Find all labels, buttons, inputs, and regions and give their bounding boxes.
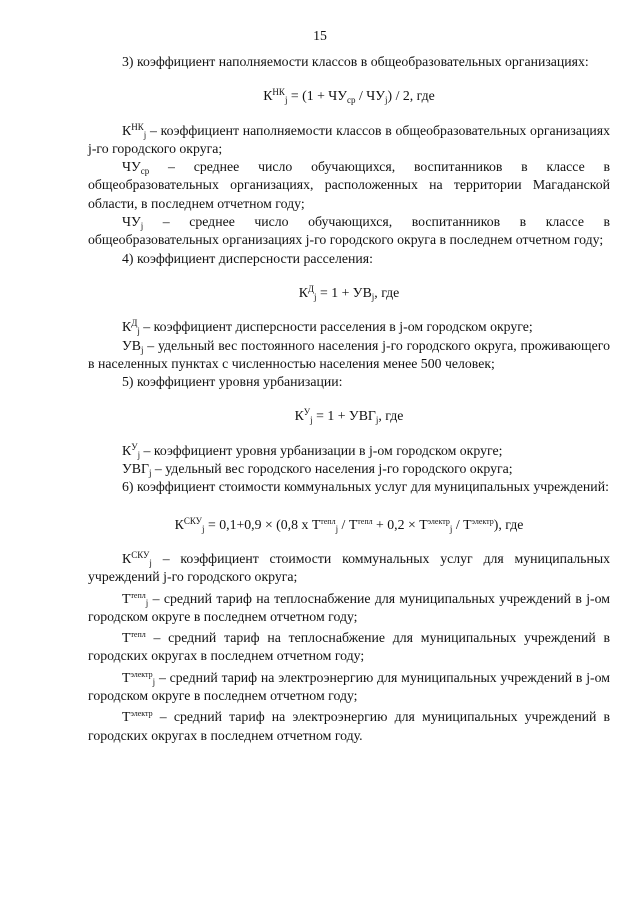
formula-ksku: $К^{СКУ}_j = 0,1+0,9 \times (0,8$ х $Т^{тепл}_j / Т^{тепл} + 0,2 \times Т^{электр}_j / Т^{электр}$), где [174,515,524,534]
formula-knk: $К^{НК}_j = (1 + ЧУ_{ср} / ЧУ_j) / 2$, где [263,87,435,106]
definition-ku: $К^У_j$ – коэффициент уровня урбанизации в j-ом городском округе; [122,441,503,460]
definition-ksku: $К^{СКУ}_j$ – коэффициент стоимости коммунальных услуг для муниципальных учреждений j-го городского округа; [88,549,610,585]
definition-t-tepl-j: $Т^{тепл}_j$ – средний тариф на теплоснабжение для муниципальных учреждений в j-ом городском округе в последнем отчетном году; [88,590,610,624]
definition-uv: $УВ_j$ – удельный вес постоянного населения j-го городского округа, проживающего в населенных пунктах с численностью населения менее 500 человек; [88,337,610,371]
definition-uvg: $УВГ_j$ – удельный вес городского населения j-го городского округа; [122,461,513,479]
definition-kd: $К^Д_j$ – коэффициент дисперсности расселения в j-ом городском округе; [122,318,533,337]
definition-t-elektr-j: $Т^{электр}_j$ – средний тариф на электроэнергию для муниципальных учреждений в j-ом городском округе в последнем отчетном году; [88,669,610,704]
definition-t-tepl: $Т^{тепл}$ – средний тариф на теплоснабжение для муниципальных учреждений в городских округах в последнем отчетном году; [88,630,610,664]
definition-chu-j: $ЧУ_j$ – среднее число обучающихся, воспитанников в классе в общеобразовательных организациях j-го городского округа в последнем отчетном году; [88,214,610,248]
definition-chu-sr: $ЧУ_{ср}$ – среднее число обучающихся, воспитанников в классе в общеобразовательных организациях, расположенных на территории Магаданской области, в последнем отчетном году; [88,159,610,211]
formula-kd: $К^Д_j = 1 + УВ_j$, где [298,283,400,302]
item-4-heading: 4) коэффициент дисперсности расселения: [122,250,373,266]
definition-t-elektr: $Т^{электр}$ – средний тариф на электроэнергию для муниципальных учреждений в городских округах в последнем отчетном году. [88,709,610,743]
page-content [88,53,610,745]
definition-knk: $К^{НК}_j$ – коэффициент наполняемости классов в общеобразовательных организациях j-го городского округа; [88,121,610,156]
page-number: 15 [313,28,327,43]
item-6-heading: 6) коэффициент стоимости коммунальных услуг для муниципальных учреждений: [122,479,609,495]
formula-ku: $К^У_j = 1 + УВГ_j$, где [294,407,404,426]
item-3-heading: 3) коэффициент наполняемости классов в общеобразовательных организациях: [122,54,589,69]
item-5-heading: 5) коэффициент уровня урбанизации: [122,374,343,390]
